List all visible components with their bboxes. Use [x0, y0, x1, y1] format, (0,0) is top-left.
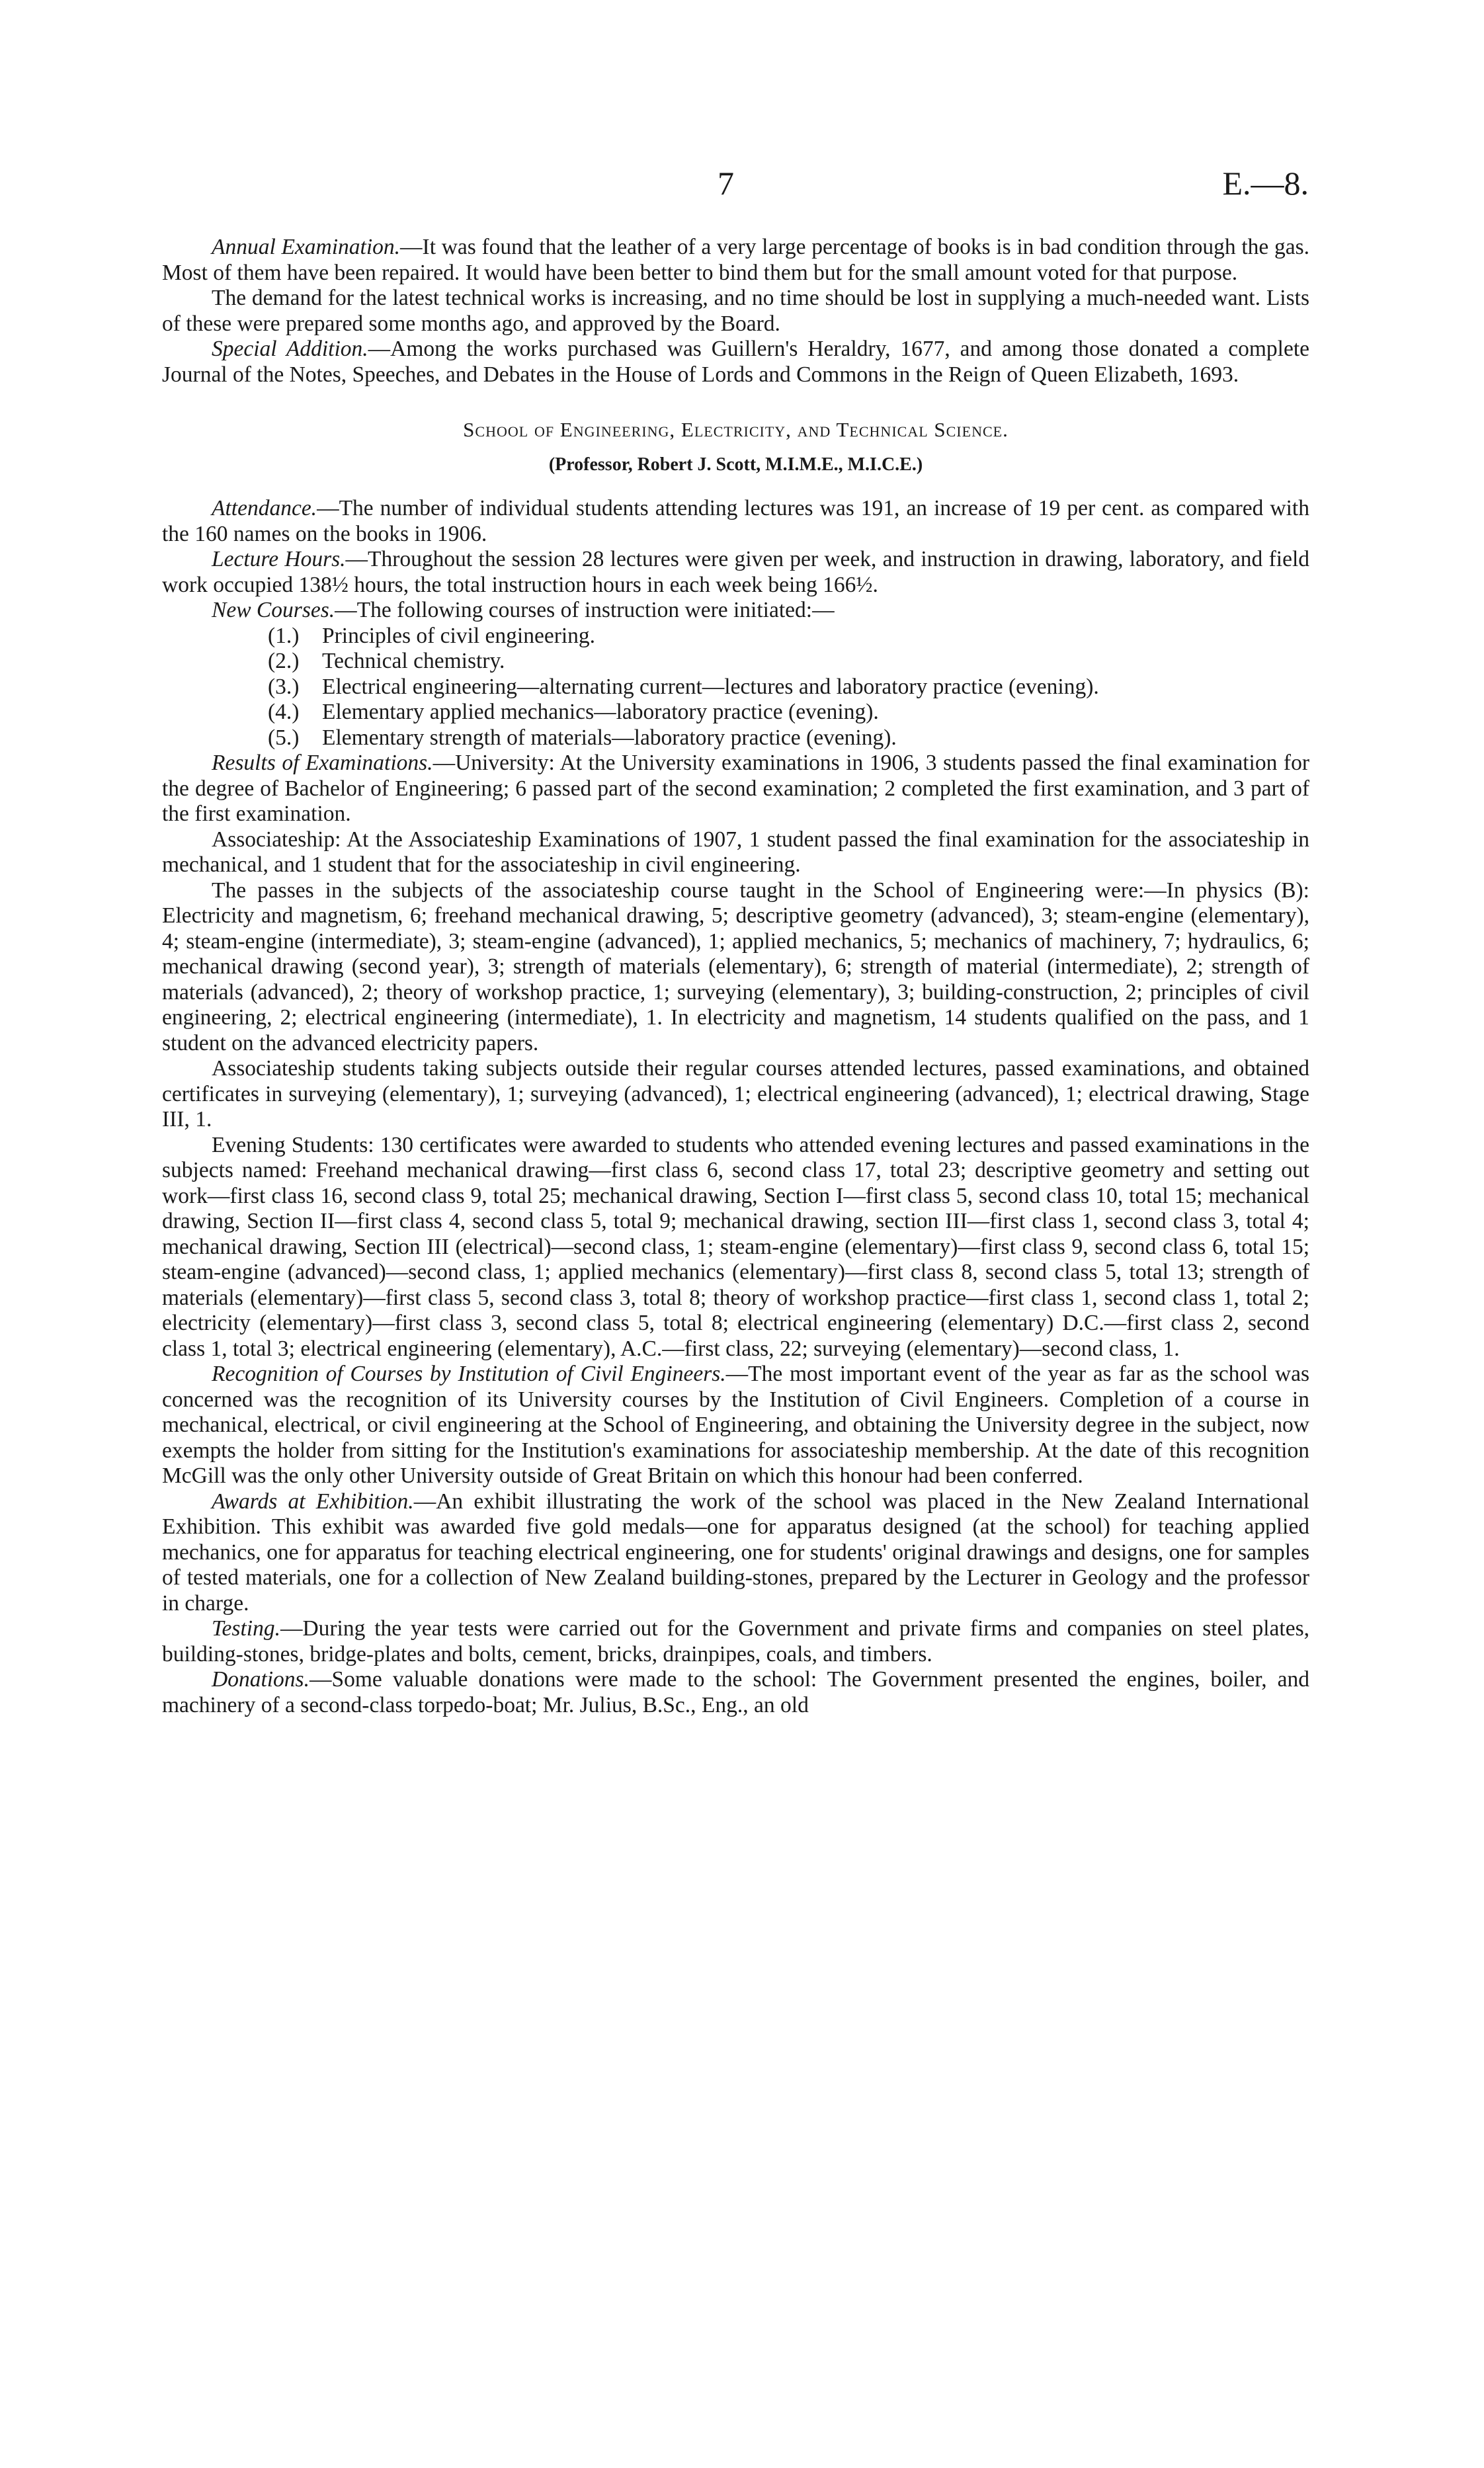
- paragraph-lecture-hours: [162, 547, 1309, 598]
- paragraph-text: —Throughout the session 28 lectures were given per week, and instruction in drawing, laboratory, and field work occupied 138½ hours, the total instruction hours in each week being 166½.: [162, 547, 1310, 597]
- list-item-text: Technical chemistry.: [322, 649, 505, 673]
- paragraph-text: —The most important event of the year as far as the school was concerned was the recognition of its University courses by the Institution of Civil Engineers. Completion of a course in mechanical, electrical, or civil engineering at the School of Engineering, and obtaining the University degree in the subject, now exempts the holder from sitting for the Institution's examinations for associateship membership. At the date of this recognition McGill was the only other University outside of Great Britain on which this honour had been conferred.: [162, 1362, 1309, 1488]
- paragraph-label: Attendance.: [212, 496, 317, 520]
- paragraph-label: Testing.: [212, 1616, 280, 1641]
- paragraph-label: Results of Examinations.: [212, 751, 433, 775]
- list-item-number: (5.): [268, 725, 300, 750]
- paragraph-annual-examination: [162, 235, 1309, 286]
- list-item: [162, 649, 1309, 675]
- paragraph-text: —The following courses of instruction were initiated:—: [335, 598, 835, 622]
- paragraph-label: Annual Examination.: [212, 235, 401, 259]
- paragraph-recognition: [162, 1362, 1309, 1489]
- paragraph-text: —The number of individual students attending lectures was 191, an increase of 19 per cent. as compared with the 160 names on the books in 1906.: [162, 496, 1309, 546]
- paragraph-passes: The passes in the subjects of the associateship course taught in the School of Engineering were:—In physics (B): Electricity and magnetism, 6; freehand mechanical drawing, 5; descriptive geometry (advanced), 3; steam-engine (elementary), 4; steam-engine (intermediate), 3; steam-engine (advanced), 1; applied mechanics, 5; mechanics of machinery, 7; hydraulics, 6; mechanical drawing (second year), 3; strength of materials (elementary), 6; strength of material (intermediate), 2; strength of materials (advanced), 2; theory of workshop practice, 1; surveying (elementary), 3; building-construction, 2; principles of civil engineering, 2; electrical engineering (intermediate), 1. In electricity and magnetism, 14 students qualified on the pass, and 1 student on the advanced electricity papers.: [162, 878, 1309, 1055]
- paragraph-associateship: Associateship: At the Associateship Examinations of 1907, 1 student passed the final examination for the associateship in mechanical, and 1 student that for the associateship in civil engineering.: [162, 827, 1309, 877]
- list-item-text: Electrical engineering—alternating current—lectures and laboratory practice (evening).: [322, 674, 1099, 699]
- list-item-text: Elementary applied mechanics—laboratory practice (evening).: [322, 700, 879, 724]
- paragraph-donations: [162, 1667, 1309, 1718]
- document-body: [162, 235, 1309, 1718]
- section-heading: School of Engineering, Electricity, and Technical Science.: [463, 418, 1009, 441]
- paragraph-label: Awards at Exhibition.: [212, 1489, 414, 1514]
- paragraph-label: Recognition of Courses by Institution of Civil Engineers.: [212, 1362, 726, 1386]
- paragraph-text: —Some valuable donations were made to the school: The Government presented the engines, boiler, and machinery of a second-class torpedo-boat; Mr. Julius, B.Sc., Eng., an old: [162, 1667, 1309, 1717]
- page-number: 7: [718, 165, 734, 202]
- list-item-number: (4.): [268, 700, 300, 724]
- paragraph-text: —Among the works purchased was Guillern's Heraldry, 1677, and among those donated a complete Journal of the Notes, Speeches, and Debates in the House of Lords and Commons in the Reign of Queen Elizabeth, 1693.: [162, 337, 1309, 387]
- paragraph-text: —During the year tests were carried out for the Government and private firms and companies on steel plates, building-stones, bridge-plates and bolts, cement, bricks, drainpipes, coals, and timbers.: [162, 1616, 1309, 1666]
- paragraph-label: Special Addition.: [212, 337, 368, 361]
- list-item-number: (3.): [268, 674, 300, 699]
- paragraph-text: —An exhibit illustrating the work of the school was placed in the New Zealand International Exhibition. This exhibit was awarded five gold medals—one for apparatus designed (at the school) for teaching applied mechanics, one for apparatus for teaching electrical engineering, one for students' original drawings and designs, one for samples of tested materials, one for a collection of New Zealand building-stones, prepared by the Lecturer in Geology and the professor in charge.: [162, 1489, 1309, 1616]
- paragraph-label: New Courses.: [212, 598, 335, 622]
- paragraph-associateship-outside: Associateship students taking subjects outside their regular courses attended lectures, passed examinations, and obtained certificates in surveying (elementary), 1; surveying (advanced), 1; electrical engineering (advanced), 1; electrical drawing, Stage III, 1.: [162, 1056, 1309, 1131]
- section-professor: (Professor, Robert J. Scott, M.I.M.E., M.I.C.E.): [548, 454, 923, 475]
- paragraph-label: Donations.: [212, 1667, 309, 1692]
- paragraph-new-courses: [162, 598, 1309, 624]
- list-item-text: Principles of civil engineering.: [322, 623, 596, 648]
- paragraph-label: Lecture Hours.: [212, 547, 346, 571]
- list-item: [162, 725, 1309, 751]
- paragraph-awards: [162, 1489, 1309, 1617]
- document-reference: E.—8.: [1222, 165, 1309, 202]
- list-item: [162, 675, 1309, 700]
- paragraph-testing: [162, 1616, 1309, 1667]
- list-item-text: Elementary strength of materials—laboratory practice (evening).: [322, 725, 897, 750]
- paragraph-evening-students: Evening Students: 130 certificates were awarded to students who attended evening lectures and passed examinations in the subjects named: Freehand mechanical drawing—first class 6, second class 17, total 23; descriptive geometry and setting out work—first class 16, second class 9, total 25; mechanical drawing, Section I—first class 5, second class 10, total 15; mechanical drawing, Section II—first class 4, second class 5, total 9; mechanical drawing, section III—first class 1, second class 3, total 4; mechanical drawing, Section III (electrical)—second class, 1; steam-engine (elementary)—first class 9, second class 6, total 15; steam-engine (advanced)—second class, 1; applied mechanics (elementary)—first class 8, second class 5, total 13; strength of materials (elementary)—first class 5, second class 3, total 8; theory of workshop practice—first class 1, second class 1, total 2; electricity (elementary)—first class 3, second class 5, total 8; electrical engineering (elementary) D.C.—first class 2, second class 1, total 3; electrical engineering (elementary), A.C.—first class, 22; surveying (elementary)—second class, 1.: [162, 1132, 1309, 1361]
- paragraph-text: —It was found that the leather of a very large percentage of books is in bad condition through the gas. Most of them have been repaired. It would have been better to bind them but for the small amount voted for that purpose.: [162, 235, 1309, 285]
- paragraph-results: [162, 751, 1309, 827]
- list-item: [162, 700, 1309, 725]
- paragraph-special-addition: [162, 337, 1309, 388]
- new-courses-list: [162, 624, 1309, 751]
- paragraph-attendance: [162, 496, 1309, 547]
- list-item: [162, 624, 1309, 649]
- paragraph-technical-works: The demand for the latest technical works is increasing, and no time should be lost in supplying a much-needed want. Lists of these were prepared some months ago, and approved by the Board.: [162, 286, 1309, 336]
- list-item-number: (1.): [268, 623, 300, 648]
- paragraph-text: —University: At the University examinations in 1906, 3 students passed the final examination for the degree of Bachelor of Engineering; 6 passed part of the second examination; 2 completed the first examination, and 3 part of the first examination.: [162, 751, 1309, 826]
- list-item-number: (2.): [268, 649, 300, 673]
